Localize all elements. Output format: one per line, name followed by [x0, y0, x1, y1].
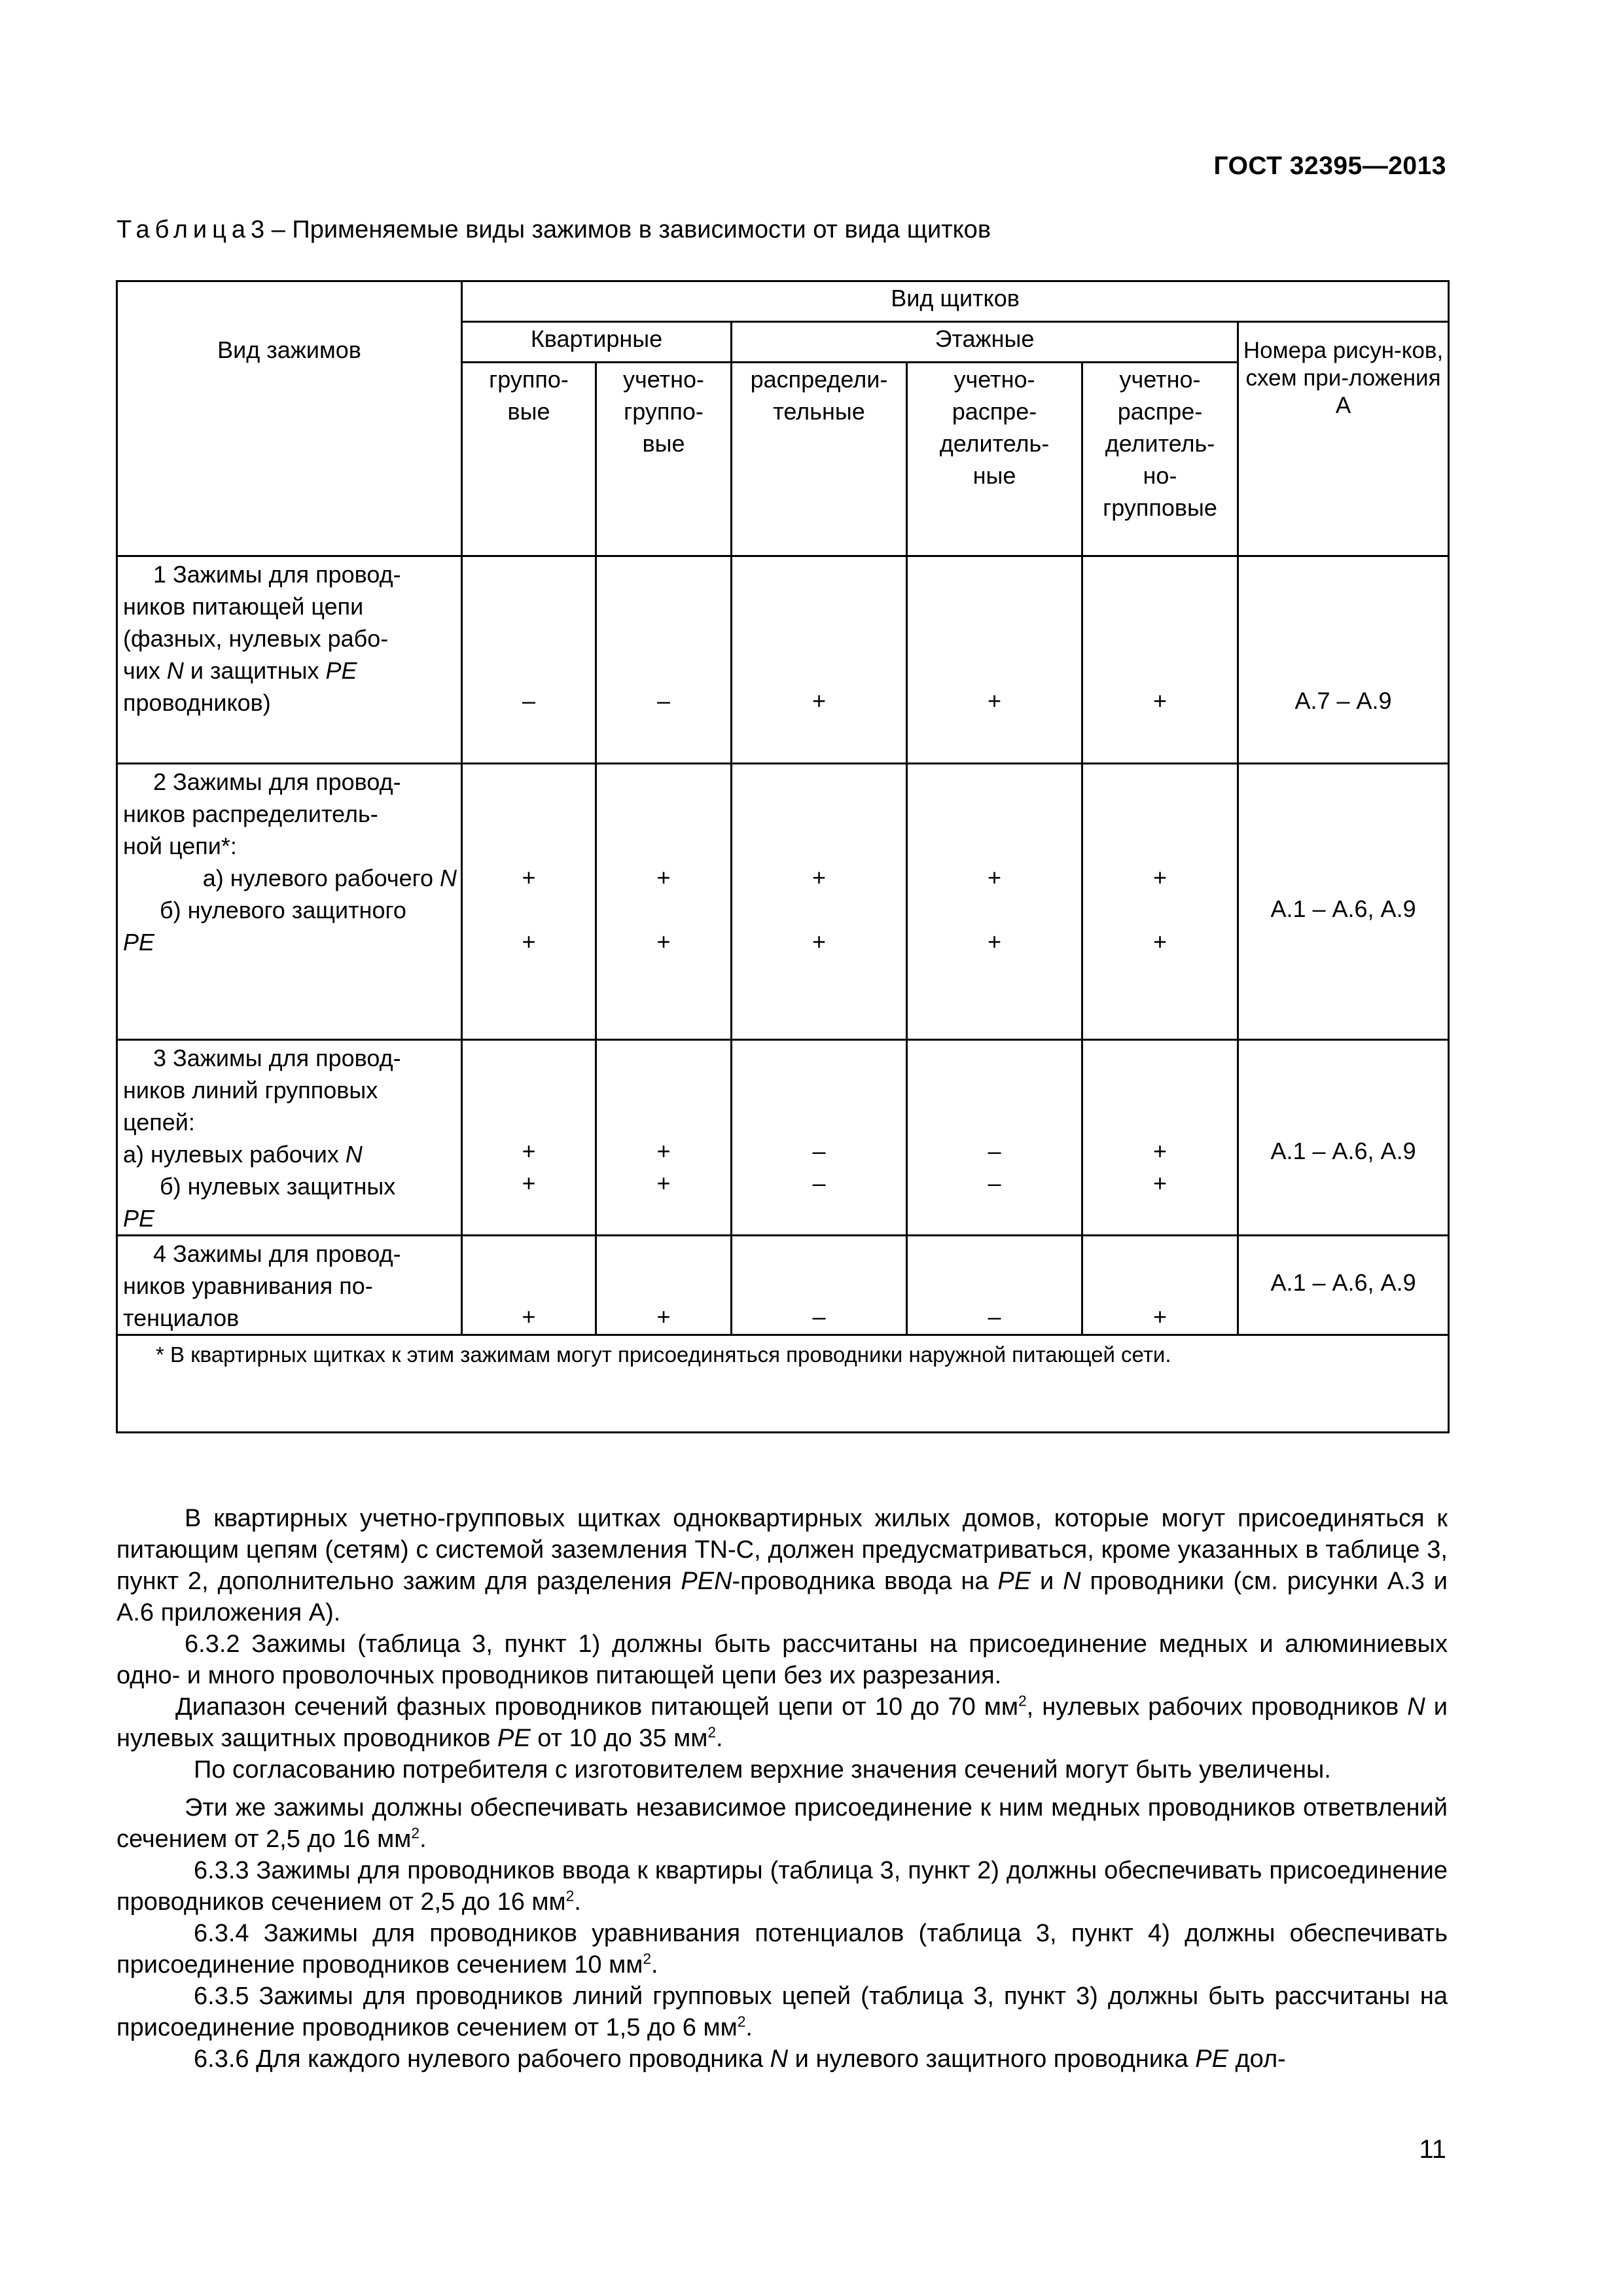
row3-col-4: – – — [907, 1040, 1082, 1236]
header-figure-numbers-text: Номера рисун-ков, схем при-ложения А — [1243, 338, 1444, 418]
header-group: группо- вые — [462, 363, 596, 556]
document-header: ГОСТ 32395—2013 — [1213, 152, 1446, 180]
body-text — [116, 1503, 1448, 2075]
row4-val-3: – — [732, 1236, 907, 1335]
paragraph-6-3-6: 6.3.6 Для каждого нулевого рабочего проводника N и нулевого защитного проводника PE дол- — [194, 2045, 1286, 2073]
row2-col-2: + + — [596, 764, 732, 1040]
header-clamp-type: Вид зажимов — [117, 281, 462, 556]
row3-title: 3 Зажимы для провод- ников линий групповых цепей: а) нулевых рабочих N б) нулевых защитных PE — [117, 1040, 462, 1236]
row3-ref: А.1 – А.6, А.9 — [1238, 1040, 1449, 1236]
row2-col-4: + + — [907, 764, 1082, 1040]
row3-col-3: – – — [732, 1040, 907, 1236]
row4-val-1: + — [462, 1236, 596, 1335]
row2-col-5: + + — [1082, 764, 1238, 1040]
row2-col-1: + + — [462, 764, 596, 1040]
header-apartment: Квартирные — [462, 322, 732, 363]
row4-val-4: – — [907, 1236, 1082, 1335]
row2-col-3: + + — [732, 764, 907, 1040]
header-metering-group: учетно- группо- вые — [596, 363, 732, 556]
caption-label: Таблица — [116, 216, 251, 243]
header-panel-type: Вид щитков — [462, 281, 1449, 322]
paragraph-6-3-5: 6.3.5 Зажимы для проводников линий групповых цепей (таблица 3, пункт 3) должны быть рассчитаны на присоединение проводников сечением от 1,5 до 6 $мм^2$. — [116, 1982, 1448, 2041]
table-caption — [116, 216, 991, 244]
header-figure-numbers — [1238, 322, 1449, 556]
row1-val-2: – — [596, 556, 732, 764]
header-floor: Этажные — [732, 322, 1238, 363]
row3-col-5: + + — [1082, 1040, 1238, 1236]
row1-val-1: – — [462, 556, 596, 764]
row3-col-1: + + — [462, 1040, 596, 1236]
row3-col-2: + + — [596, 1040, 732, 1236]
paragraph-6-3-2: 6.3.2 Зажимы (таблица 3, пункт 1) должны быть рассчитаны на присоединение медных и алюминиевых одно- и много проволочных проводников питающей цепи без их разрезания. — [116, 1630, 1448, 1689]
row4-ref: А.1 – А.6, А.9 — [1238, 1236, 1449, 1335]
table-row — [117, 1236, 1449, 1335]
paragraph-range: Диапазон сечений фазных проводников питающей цепи от 10 до 70 $мм^2$, нулевых рабочих проводников N и нулевых защитных проводников PE от 10 до 35 $мм^2$. — [116, 1692, 1448, 1752]
paragraph-6-3-3: 6.3.3 Зажимы для проводников ввода к квартиры (таблица 3, пункт 2) должны обеспечивать присоединение проводников сечением от 2,5 до 16 $мм^2$. — [116, 1857, 1448, 1916]
row1-val-4: + — [907, 556, 1082, 764]
page-number: 11 — [1419, 2135, 1446, 2164]
table-row — [117, 1040, 1449, 1236]
row4-title: 4 Зажимы для провод- ников уравнивания по- тенциалов — [117, 1236, 462, 1335]
header-distribution: распредели- тельные — [732, 363, 907, 556]
table-footnote: * В квартирных щитках к этим зажимам могут присоединяться проводники наружной питающей сети. — [117, 1335, 1449, 1433]
row1-ref: А.7 – А.9 — [1238, 556, 1449, 764]
paragraph-same-clamps: Эти же зажимы должны обеспечивать независимое присоединение к ним медных проводников ответвлений сечением от 2,5 до 16 $мм^2$. — [116, 1794, 1448, 1853]
caption-text: 3 – Применяемые виды зажимов в зависимости от вида щитков — [251, 216, 991, 243]
row4-val-5: + — [1082, 1236, 1238, 1335]
paragraph-6-3-4: 6.3.4 Зажимы для проводников уравнивания потенциалов (таблица 3, пункт 4) должны обеспечивать присоединение проводников сечением 10 $мм^2$. — [116, 1920, 1448, 1979]
row1-val-3: + — [732, 556, 907, 764]
paragraph-1: В квартирных учетно-групповых щитках одноквартирных жилых домов, которые могут присоединяться к питающим цепям (сетям) с системой заземления TN-C, должен предусматриваться, кроме указанных в таблице 3, пункт 2, дополнительно зажим для разделения PEN-проводника ввода на PE и N проводники (см. рисунки А.3 и А.6 приложения А). — [116, 1505, 1448, 1626]
table-row — [117, 556, 1449, 764]
header-metering-distribution-group: учетно- распре- делитель- но- групповые — [1082, 363, 1238, 556]
clamp-types-table — [116, 280, 1450, 1433]
table-row — [117, 764, 1449, 1040]
row2-ref: А.1 – А.6, А.9 — [1238, 764, 1449, 1040]
row4-val-2: + — [596, 1236, 732, 1335]
paragraph-agreement: По согласованию потребителя с изготовителем верхние значения сечений могут быть увеличены. — [194, 1756, 1331, 1784]
row1-title: 1 Зажимы для провод- ников питающей цепи (фазных, нулевых рабо- чих N и защитных PE проводников) — [117, 556, 462, 764]
row1-val-5: + — [1082, 556, 1238, 764]
row2-title: 2 Зажимы для провод- ников распределитель- ной цепи*: а) нулевого рабочего N б) нулевого защитного PE — [117, 764, 462, 1040]
header-metering-distribution: учетно- распре- делитель- ные — [907, 363, 1082, 556]
